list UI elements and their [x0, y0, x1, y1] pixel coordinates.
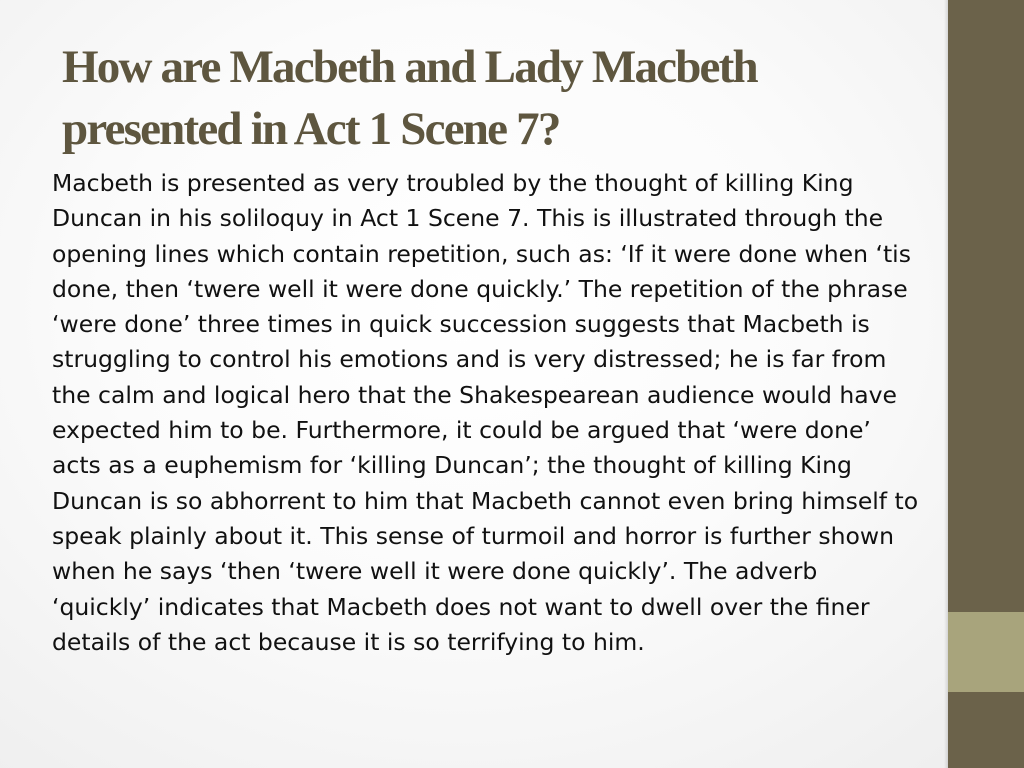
- slide-body-text: Macbeth is presented as very troubled by the thought of killing King Duncan in his soliloquy in Act 1 Scene 7. This is illustrated through the opening lines which contain repetition, such as: ‘If it were done when ‘tis done, then ‘twere well it were done quickly.’ The repetition of the phrase ‘were done’ three times in quick succession suggests that Macbeth is struggling to control his emotions and is very distressed; he is far from the calm and logical hero that the Shakespearean audience would have expected him to be. Furthermore, it could be argued that ‘were done’ acts as a euphemism for ‘killing Duncan’; the thought of killing King Duncan is so abhorrent to him that Macbeth cannot even bring himself to speak plainly about it. This sense of turmoil and horror is further shown when he says ‘then ‘twere well it were done quickly’. The adverb ‘quickly’ indicates that Macbeth does not want to dwell over the finer details of the act because it is so terrifying to him.: [52, 169, 919, 656]
- slide-title: How are Macbeth and Lady Macbeth presented in Act 1 Scene 7?: [62, 41, 757, 155]
- side-accent-block: [948, 612, 1024, 692]
